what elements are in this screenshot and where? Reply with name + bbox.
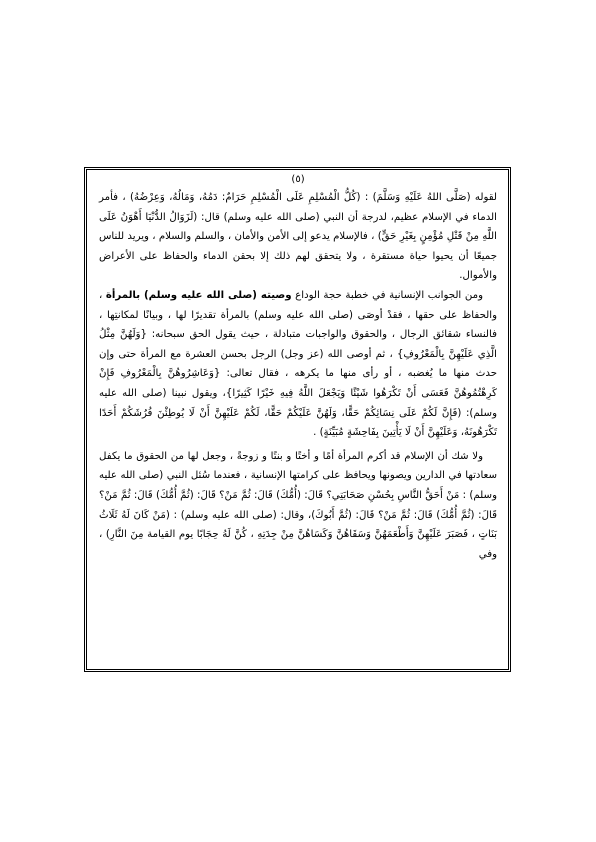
paragraph-3-text: ولا شك أن الإسلام قد أكرم المرأة أمًا و أختًا و بنتًا و زوجةً ، وجعل لها من الحقوق ما يكفل سعادتها في الدارين ويصونها ويحافظ على كرامتها الإنسانية ، فعندما سُئل النبي (صلى الله عليه وسلم) : مَنْ أَحَقُّ النَّاسِ بِحُسْنِ صَحَابَتِي؟ قَالَ: (أُمُّكَ) قَالَ: ثُمَّ مَنْ؟ قَالَ: (ثُمَّ أُمُّكَ) قَالَ: ثُمَّ مَنْ؟ قَالَ: (ثُمَّ أُمُّكَ) قَالَ: ثُمَّ مَنْ؟ قَالَ: (ثُمَّ أَبُوكَ)، وقال: (صلى الله عليه وسلم) : (مَنْ كَانَ لَهُ ثَلَاثُ بَنَاتٍ ، فَصَبَرَ عَلَيْهِنَّ وَأَطْعَمَهُنَّ وَسَقَاهُنَّ وَكَسَاهُنَّ مِنْ جِدَتِهِ ، كُنَّ لَهُ حِجَابًا يوم القيامة مِنَ النَّارِ) ، وفي	[99, 450, 497, 560]
paragraph-2-body: ، والحفاظ على حقها ، فقدْ أوصَى (صلى الله عليه وسلم) بالمرأة تقديرًا لها ، وبيانًا لمكانتِها ، فالنساء شقائق الرجال ، والحقوق والواجبات متبادلة ، حيث يقول الحق سبحانه: {وَلَهُنَّ مِثْلُ الَّذِي عَلَيْهِنَّ بِالْمَعْرُوفِ} ، ثم أوصى الله (عز وجل) الرجل بحسن العشرة مع المرأة حتى وإن حدث منها ما يُغضبه ، أو رأى منها ما يكرهه ، فقال تعالى: {وَعَاشِرُوهُنَّ بِالْمَعْرُوفِ فَإِنْ كَرِهْتُمُوهُنَّ فَعَسَى أَنْ تَكْرَهُوا شَيْئًا وَيَجْعَلَ اللَّهُ فِيهِ خَيْرًا كَثِيرًا}، ويقول نبينا (صلى الله عليه وسلم): (فَإِنَّ لَكُمْ عَلَى نِسَائِكُمْ حَقًّا، وَلَهُنَّ عَلَيْكُمْ حَقًّا، لَكُمْ عَلَيْهِنَّ أَنْ لَا يُوطِئْنَ فُرُشَكُمْ أَحَدًا تَكْرَهُونَهُ، وَعَلَيْهِنَّ أَنْ لَا يَأْتِينَ بِفَاحِشَةٍ مُبَيِّنَةٍ) .	[99, 289, 497, 439]
page-number: (٥)	[291, 174, 305, 185]
page-text	[99, 172, 497, 564]
paragraph-1-text: لقوله (صَلَّى اللهُ عَلَيْهِ وَسَلَّمَ) : (كُلُّ الْمُسْلِمِ عَلَى الْمُسْلِمِ حَرَامٌ: دَمُهُ، وَمَالُهُ، وَعِرْضُهُ) ، فأمر الدماء في الإسلام عظيم، لدرجة أن النبي (صلى الله عليه وسلم) قال: (لَزَوَالُ الدُّنْيَا أَهْوَنُ عَلَى اللَّهِ مِنْ قَتْلِ مُؤْمِنٍ بِغَيْرِ حَقٍّ) ، فالإسلام يدعو إلى الأمن والأمان ، والسلم والسلام ، ويريد للناس جميعًا أن يحيوا حياة مستقرة ، ولا يتحقق لهم ذلك إلا بحقن الدماء والحفاظ على الأعراض والأموال.	[99, 192, 497, 282]
paragraph-2-intro: ومن الجوانب الإنسانية في خطبة حجة الوداع	[291, 289, 483, 301]
paragraph-2	[99, 286, 497, 443]
paragraph-2-heading: وصيته (صلى الله عليه وسلم) بالمرأة	[105, 289, 292, 301]
paragraph-1	[99, 188, 497, 286]
paragraph-3	[99, 447, 497, 565]
